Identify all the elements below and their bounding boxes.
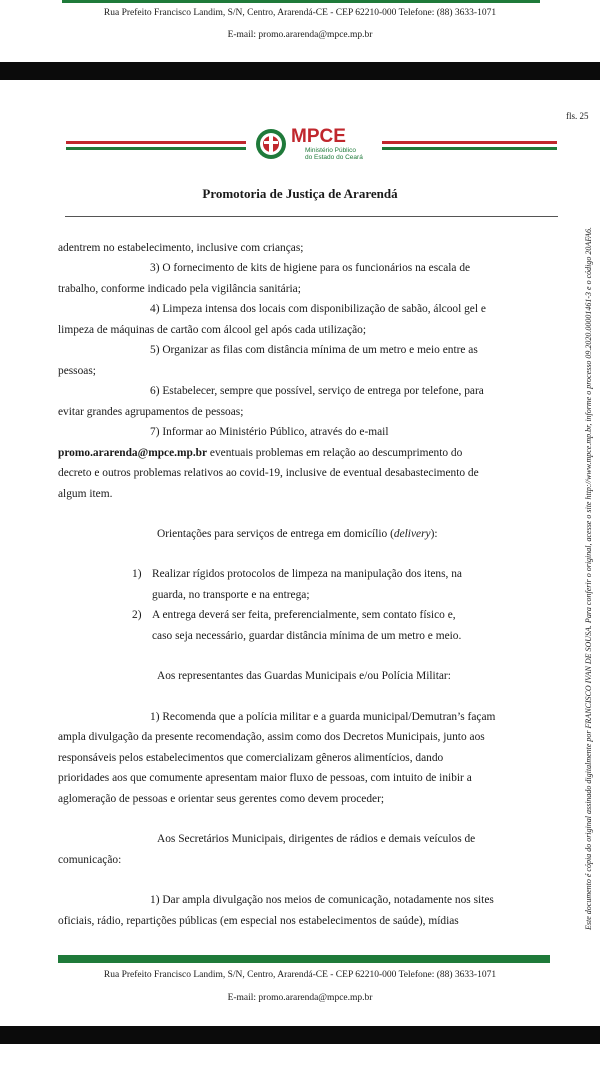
footer-email: E-mail: promo.ararenda@mpce.mp.br [227, 993, 373, 1003]
heading-text: Orientações para serviços de entrega em domicílio ( [157, 528, 394, 540]
body-line [58, 443, 462, 463]
body-line-rest: eventuais problemas em relação ao descumprimento do [207, 447, 463, 459]
body-line: adentrem no estabelecimento, inclusive com crianças; [58, 242, 304, 254]
logo-subtitle-1: Ministério Público [305, 147, 356, 154]
previous-page-footer [0, 0, 600, 62]
logo-title: MPCE [291, 126, 346, 147]
letterhead-band-green-right [382, 147, 557, 150]
verification-note: Este documento é cópia do original assinado digitalmente por FRANCISCO IVAN DE SOUSA. Para conferir o original, acesse o site http://www.mpce.mp.br, informe o processo 09.2020.00001461-3 e o código 20AFA6. [584, 227, 593, 930]
body-line: aglomeração de pessoas e orientar seus gerentes como devem proceder; [58, 793, 385, 805]
delivery-item-number: 1) [132, 568, 142, 580]
contact-email: promo.ararenda@mpce.mp.br [58, 447, 208, 459]
delivery-item-2: A entrega deverá ser feita, preferencialmente, sem contato físico e, [152, 609, 456, 621]
body-line: pessoas; [58, 365, 96, 377]
logo-subtitle-2: do Estado do Ceará [305, 154, 363, 161]
secretaries-item-1: 1) Dar ampla divulgação nos meios de comunicação, notadamente nos sites [150, 894, 494, 906]
body-line: comunicação: [58, 854, 122, 866]
footer-green-bar [58, 955, 550, 963]
item-4: 4) Limpeza intensa dos locais com disponibilização de sabão, álcool gel e [150, 303, 486, 315]
section-heading-delivery [157, 524, 438, 544]
delivery-item-2-cont: caso seja necessário, guardar distância mínima de um metro e meio. [152, 630, 462, 642]
delivery-item-1: Realizar rígidos protocolos de limpeza na manipulação dos itens, na [152, 568, 462, 580]
item-3: 3) O fornecimento de kits de higiene para os funcionários na escala de [150, 262, 471, 274]
body-line: evitar grandes agrupamentos de pessoas; [58, 406, 244, 418]
body-line: trabalho, conforme indicado pela vigilância sanitária; [58, 283, 301, 295]
office-name: Promotoria de Justiça de Ararendá [202, 186, 398, 201]
letterhead-band-green-left [66, 147, 246, 150]
body-line: algum item. [58, 488, 113, 500]
footer-green-line [62, 0, 540, 3]
section-heading-guards: Aos representantes das Guardas Municipais e/ou Polícia Militar: [157, 670, 451, 682]
page-separator-bar [0, 62, 600, 80]
page-separator-bar-bottom [0, 1026, 600, 1044]
item-7: 7) Informar ao Ministério Público, através do e-mail [150, 426, 389, 438]
document-page [0, 80, 600, 1026]
footer-address: Rua Prefeito Francisco Landim, S/N, Centro, Ararendá-CE - CEP 62210-000 Telefone: (88) 3633-1071 [103, 970, 497, 980]
page-number: fls. 25 [566, 111, 589, 121]
body-line: prioridades aos que comumente apresentam maior fluxo de pessoas, com intuito de inibir a [58, 772, 472, 784]
header-rule [65, 216, 558, 217]
body-line: responsáveis pelos estabelecimentos que comercializam gêneros alimentícios, dando [58, 752, 444, 764]
letterhead-band-red-left [66, 141, 246, 144]
heading-text-end: ): [430, 528, 438, 540]
body-line: limpeza de máquinas de cartão com álcool gel após cada utilização; [58, 324, 367, 336]
letterhead-band-red-right [382, 141, 557, 144]
guards-item-1: 1) Recomenda que a polícia militar e a guarda municipal/Demutran’s façam [150, 711, 496, 723]
delivery-item-1-cont: guarda, no transporte e na entrega; [152, 589, 310, 601]
previous-footer-email: E-mail: promo.ararenda@mpce.mp.br [227, 30, 373, 40]
item-6: 6) Estabelecer, sempre que possível, serviço de entrega por telefone, para [150, 385, 484, 397]
section-heading-secretaries: Aos Secretários Municipais, dirigentes de rádios e demais veículos de [157, 833, 476, 845]
body-line: decreto e outros problemas relativos ao covid-19, inclusive de eventual desabastecimento de [58, 467, 479, 479]
item-5: 5) Organizar as filas com distância mínima de um metro e meio entre as [150, 344, 478, 356]
heading-italic: delivery [393, 528, 431, 540]
body-line: ampla divulgação da presente recomendação, assim como dos Decretos Municipais, junto aos [58, 731, 485, 743]
previous-footer-address: Rua Prefeito Francisco Landim, S/N, Centro, Ararendá-CE - CEP 62210-000 Telefone: (88) 3633-1071 [103, 8, 497, 18]
delivery-item-number: 2) [132, 609, 142, 621]
body-line: oficiais, rádio, repartições públicas (em especial nos estabelecimentos de saúde), mídias [58, 915, 459, 927]
mpce-logo [253, 126, 378, 160]
